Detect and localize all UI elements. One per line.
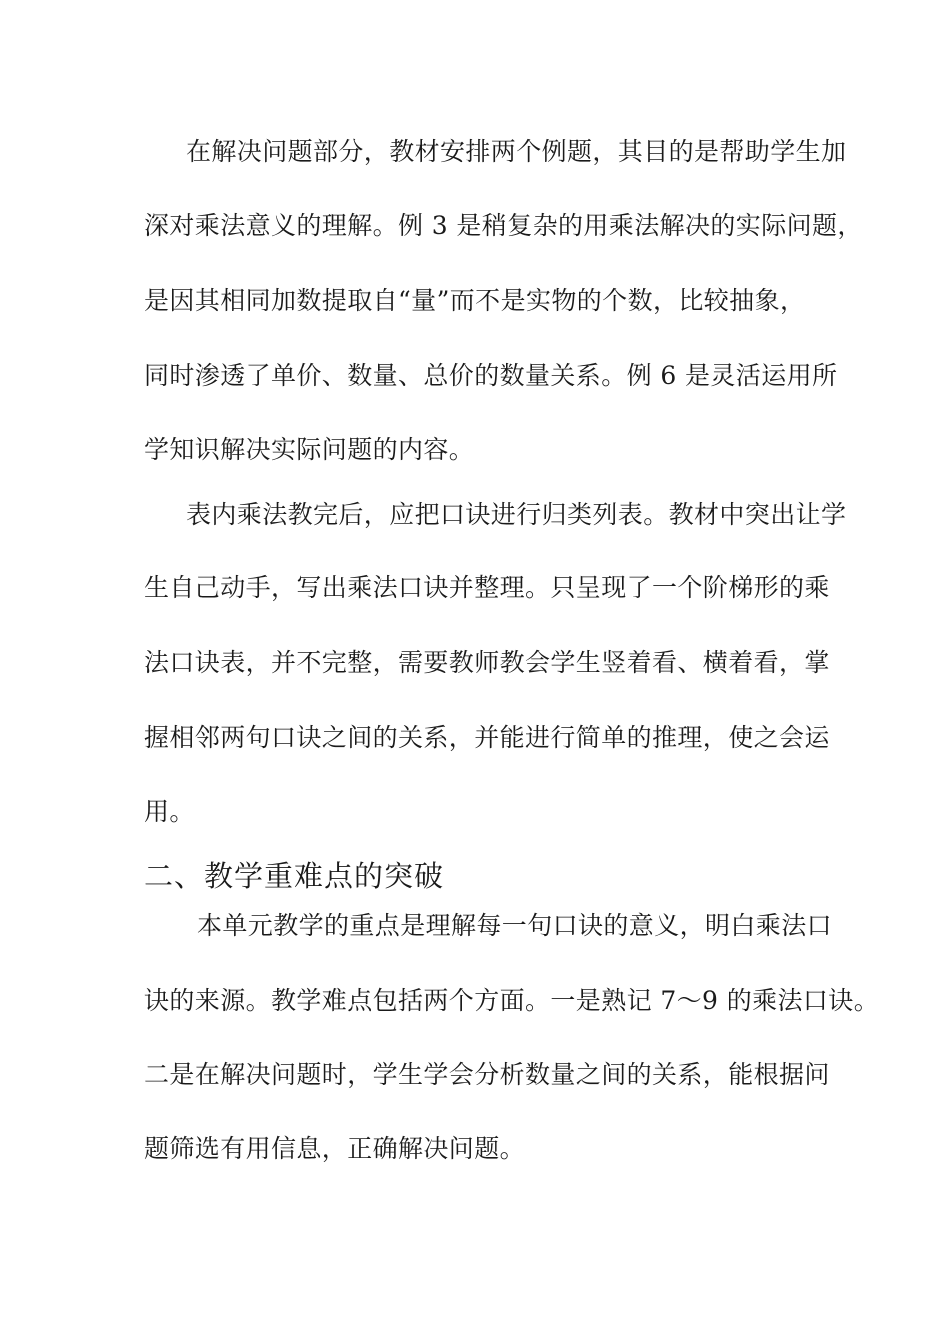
paragraph-line: 诀的来源。教学难点包括两个方面。一是熟记 7～9 的乘法口诀。 [144,986,880,1015]
paragraph-line: 表内乘法教完后，应把口诀进行归类列表。教材中突出让学 [186,500,847,529]
paragraph-line: 深对乘法意义的理解。例 3 是稍复杂的用乘法解决的实际问题， [144,211,863,240]
paragraph-line: 本单元教学的重点是理解每一句口诀的意义，明白乘法口 [197,911,833,940]
paragraph-line: 握相邻两句口诀之间的关系，并能进行简单的推理，使之会运 [144,723,830,752]
paragraph-line: 题筛选有用信息，正确解决问题。 [144,1134,526,1163]
paragraph-line: 在解决问题部分，教材安排两个例题，其目的是帮助学生加 [186,137,847,166]
paragraph-line: 是因其相同加数提取自“量”而不是实物的个数，比较抽象， [144,286,806,315]
paragraph-line: 二是在解决问题时，学生学会分析数量之间的关系，能根据问 [144,1060,830,1089]
paragraph-line: 生自己动手，写出乘法口诀并整理。只呈现了一个阶梯形的乘 [144,573,830,602]
paragraph-line: 用。 [144,797,195,826]
paragraph-line: 同时渗透了单价、数量、总价的数量关系。例 6 是灵活运用所 [144,361,838,390]
section-heading: 二、教学重难点的突破 [144,859,445,893]
paragraph-line: 学知识解决实际问题的内容。 [144,435,475,464]
paragraph-line: 法口诀表，并不完整，需要教师教会学生竖着看、横着看，掌 [144,648,830,677]
